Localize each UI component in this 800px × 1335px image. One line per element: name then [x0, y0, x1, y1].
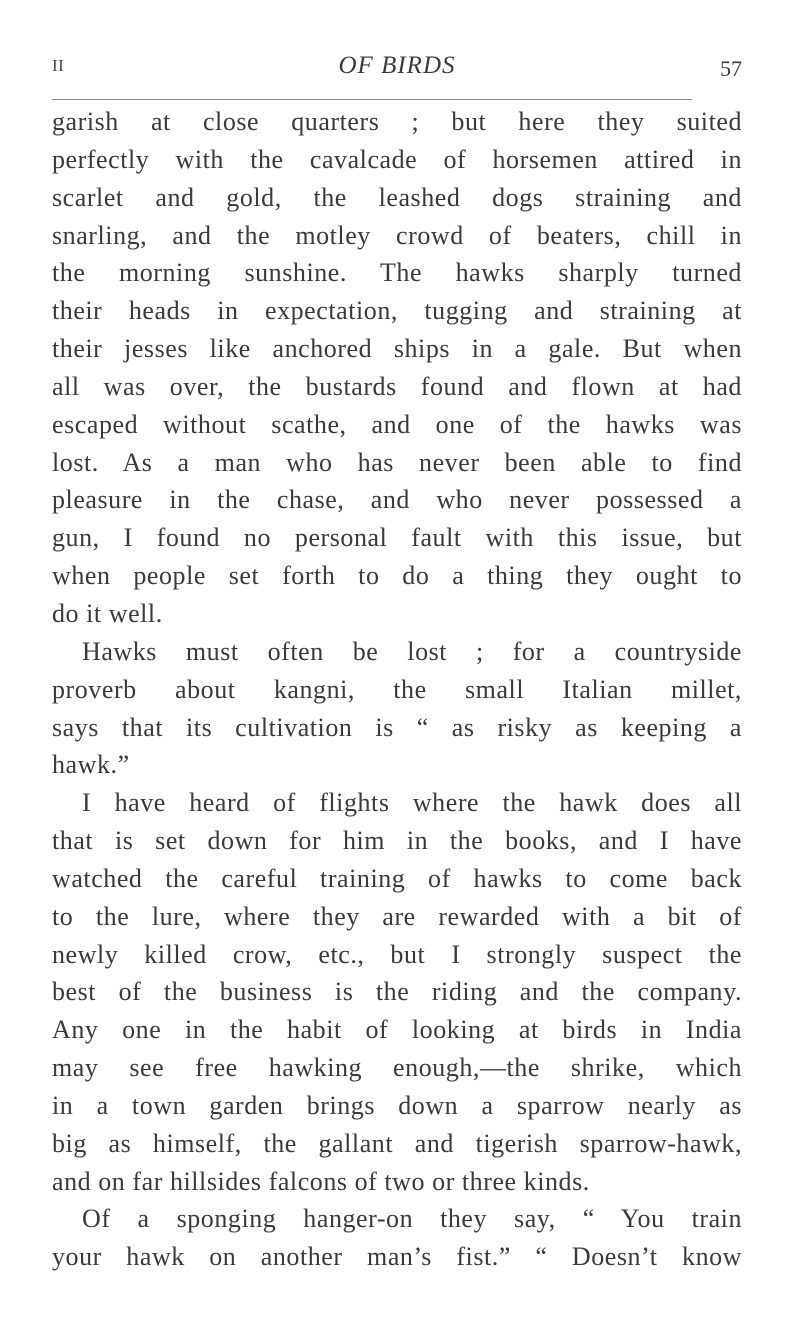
- text-line: that is set down for him in the books, and I have: [52, 826, 742, 856]
- text-line: and on far hillsides falcons of two or three kinds.: [52, 1166, 590, 1196]
- text-line: when people set forth to do a thing they ought to: [52, 561, 742, 591]
- header-rule: [52, 99, 692, 100]
- text-line: I have heard of flights where the hawk does all: [82, 788, 742, 818]
- text-line: scarlet and gold, the leashed dogs straining and: [52, 182, 742, 212]
- text-line: all was over, the bustards found and flown at had: [52, 371, 742, 401]
- text-line: their heads in expectation, tugging and straining at: [52, 296, 742, 326]
- text-line: may see free hawking enough,—the shrike, which: [52, 1053, 742, 1083]
- text-line: Hawks must often be lost ; for a countryside: [82, 636, 742, 666]
- text-line: proverb about kangni, the small Italian millet,: [52, 674, 742, 704]
- text-line: newly killed crow, etc., but I strongly suspect the: [52, 939, 742, 969]
- text-line: says that its cultivation is “ as risky as keeping a: [52, 712, 742, 742]
- text-line: perfectly with the cavalcade of horsemen attired in: [52, 144, 742, 174]
- text-line: gun, I found no personal fault with this issue, but: [52, 523, 742, 553]
- chapter-number: II: [52, 56, 65, 75]
- text-line: lost. As a man who has never been able to find: [52, 447, 742, 477]
- running-title: OF BIRDS: [338, 52, 456, 79]
- text-line: to the lure, where they are rewarded with a bit of: [52, 901, 742, 931]
- text-line: Of a sponging hanger-on they say, “ You train: [82, 1204, 742, 1234]
- text-line: Any one in the habit of looking at birds in India: [52, 1015, 742, 1045]
- text-line: garish at close quarters ; but here they suited: [52, 107, 742, 136]
- body-text: [52, 103, 742, 1276]
- text-line: do it well.: [52, 598, 163, 628]
- text-line: big as himself, the gallant and tigerish sparrow-hawk,: [52, 1128, 742, 1158]
- running-header: [52, 52, 742, 86]
- text-line: in a town garden brings down a sparrow nearly as: [52, 1090, 742, 1120]
- text-line: your hawk on another man’s fist.” “ Doesn’t know: [52, 1242, 742, 1272]
- text-line: pleasure in the chase, and who never possessed a: [52, 485, 742, 515]
- page-number: 57: [720, 56, 742, 81]
- text-line: their jesses like anchored ships in a gale. But when: [52, 334, 742, 364]
- text-line: best of the business is the riding and the company.: [52, 977, 742, 1007]
- text-line: watched the careful training of hawks to come back: [52, 863, 742, 893]
- text-line: snarling, and the motley crowd of beaters, chill in: [52, 220, 742, 250]
- text-line: hawk.”: [52, 750, 130, 780]
- text-line: the morning sunshine. The hawks sharply turned: [52, 258, 742, 288]
- text-line: escaped without scathe, and one of the hawks was: [52, 409, 742, 439]
